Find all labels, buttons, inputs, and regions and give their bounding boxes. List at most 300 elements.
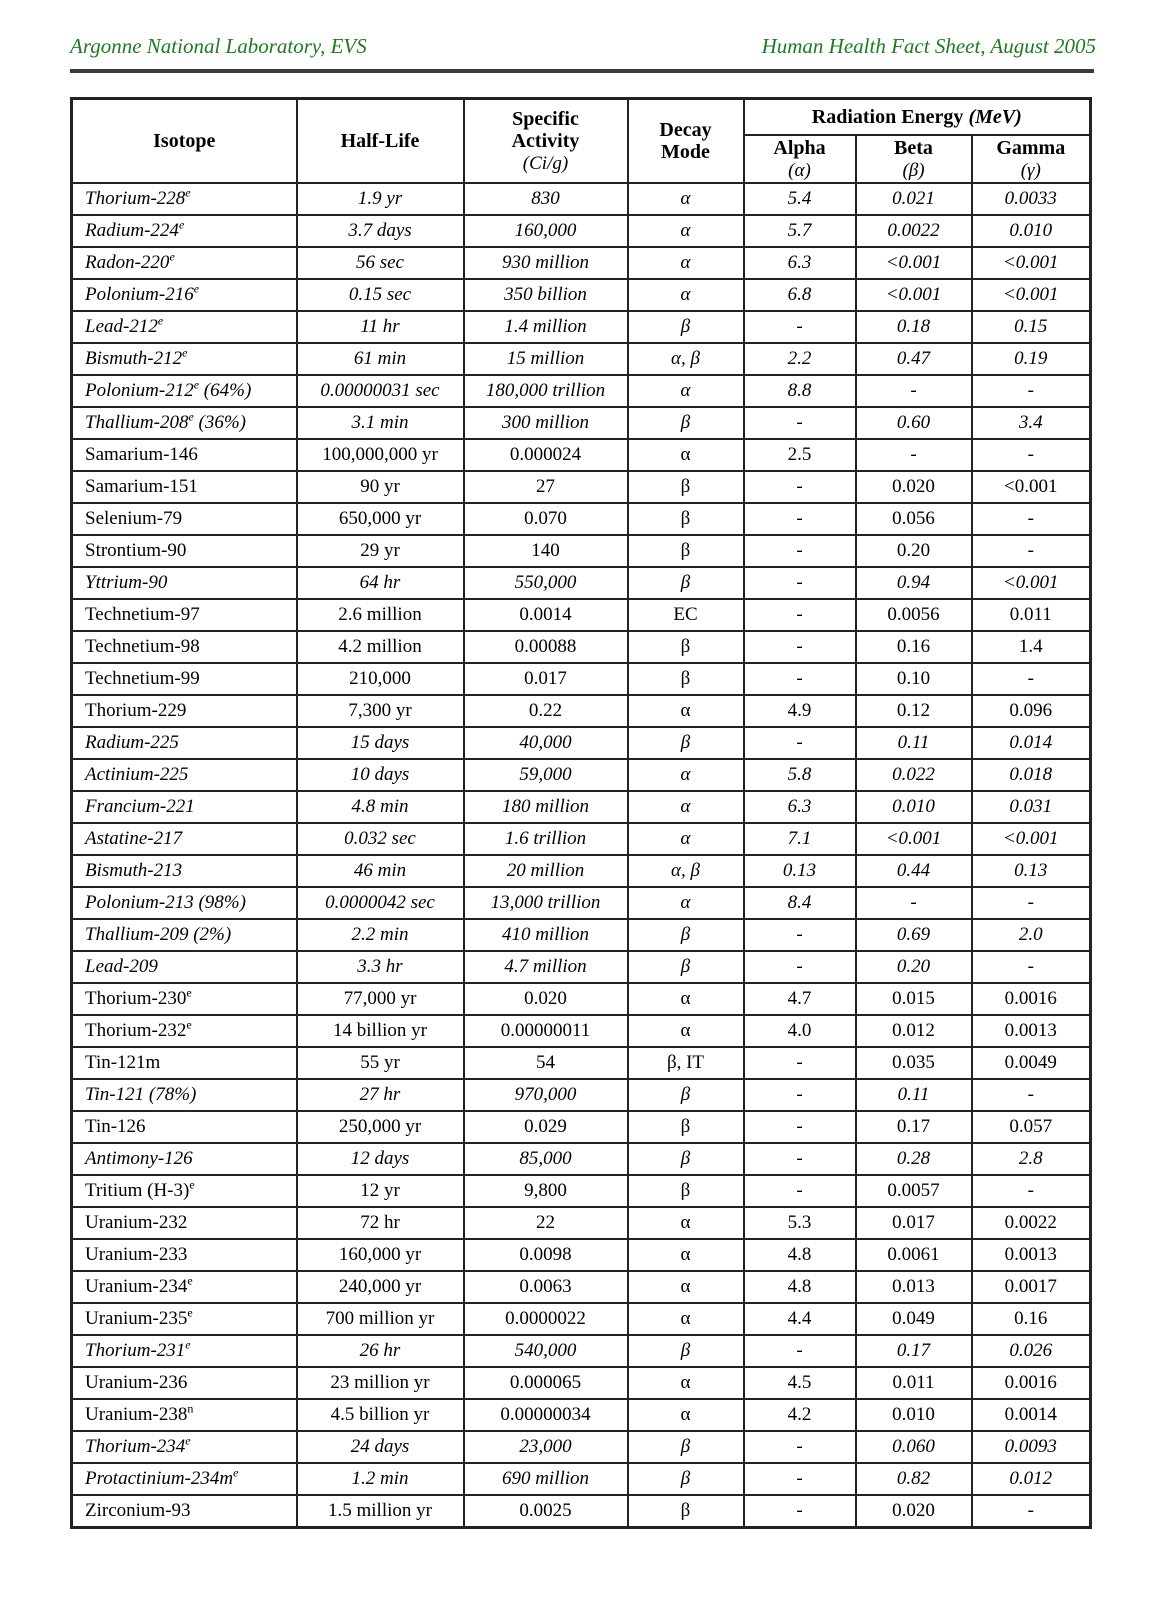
half-life-cell: 64 hr bbox=[297, 567, 464, 599]
isotope-cell: Tritium $(H-3)^e$ bbox=[72, 1175, 297, 1207]
specific-activity-cell: 180 million bbox=[464, 791, 628, 823]
table-row bbox=[72, 1335, 1091, 1367]
gamma-energy-cell: - bbox=[972, 1175, 1091, 1207]
gamma-energy-cell: - bbox=[972, 1495, 1091, 1528]
isotope-superscript: e bbox=[185, 186, 191, 201]
alpha-energy-cell: - bbox=[744, 407, 856, 439]
isotope-cell: Protactinium-$234m^e$ bbox=[72, 1463, 297, 1495]
beta-energy-cell: 0.11 bbox=[856, 727, 972, 759]
specific-activity-cell: 9,800 bbox=[464, 1175, 628, 1207]
beta-energy-cell: 0.035 bbox=[856, 1047, 972, 1079]
alpha-energy-cell: 8.4 bbox=[744, 887, 856, 919]
specific-activity-cell: 4.7 million bbox=[464, 951, 628, 983]
isotope-table bbox=[70, 97, 1092, 1529]
gamma-energy-cell: 0.15 bbox=[972, 311, 1091, 343]
alpha-energy-cell: 4.4 bbox=[744, 1303, 856, 1335]
specific-activity-cell: 690 million bbox=[464, 1463, 628, 1495]
half-life-cell: 3.3 hr bbox=[297, 951, 464, 983]
alpha-energy-cell: 6.8 bbox=[744, 279, 856, 311]
isotope-cell: Actinium-225 bbox=[72, 759, 297, 791]
decay-mode-cell: α bbox=[628, 823, 744, 855]
isotope-cell: Yttrium-90 bbox=[72, 567, 297, 599]
specific-activity-cell: 0.020 bbox=[464, 983, 628, 1015]
col-header-specific-activity bbox=[464, 99, 628, 184]
decay-mode-cell: β bbox=[628, 663, 744, 695]
specific-activity-cell: 40,000 bbox=[464, 727, 628, 759]
specific-activity-cell: 930 million bbox=[464, 247, 628, 279]
table-row bbox=[72, 407, 1091, 439]
decay-mode-cell: α bbox=[628, 439, 744, 471]
table-row bbox=[72, 1271, 1091, 1303]
decay-mode-cell: β, IT bbox=[628, 1047, 744, 1079]
radiation-energy-label: Radiation Energy bbox=[811, 105, 964, 128]
half-life-cell: 4.2 million bbox=[297, 631, 464, 663]
beta-energy-cell: 0.10 bbox=[856, 663, 972, 695]
isotope-superscript: e bbox=[178, 218, 185, 233]
gamma-energy-cell: - bbox=[972, 503, 1091, 535]
alpha-energy-cell: - bbox=[744, 1335, 856, 1367]
decay-mode-cell: β bbox=[628, 1495, 744, 1528]
specific-activity-cell: 140 bbox=[464, 535, 628, 567]
isotope-cell: Thorium-228e bbox=[72, 183, 297, 215]
beta-energy-cell: <0.001 bbox=[856, 279, 972, 311]
beta-energy-cell: 0.021 bbox=[856, 183, 972, 215]
table-header-row-1 bbox=[72, 99, 1091, 136]
beta-energy-cell: 0.44 bbox=[856, 855, 972, 887]
alpha-energy-cell: - bbox=[744, 503, 856, 535]
gamma-energy-cell: 0.16 bbox=[972, 1303, 1091, 1335]
gamma-energy-cell: - bbox=[972, 887, 1091, 919]
alpha-energy-cell: 2.2 bbox=[744, 343, 856, 375]
gamma-energy-cell: 0.031 bbox=[972, 791, 1091, 823]
alpha-energy-cell: - bbox=[744, 1143, 856, 1175]
half-life-cell: 72 hr bbox=[297, 1207, 464, 1239]
radiation-energy-unit: (MeV) bbox=[968, 105, 1022, 128]
beta-energy-cell: 0.0022 bbox=[856, 215, 972, 247]
alpha-energy-cell: 8.8 bbox=[744, 375, 856, 407]
isotope-cell: Selenium-79 bbox=[72, 503, 297, 535]
half-life-cell: 2.2 min bbox=[297, 919, 464, 951]
half-life-cell: 210,000 bbox=[297, 663, 464, 695]
table-row bbox=[72, 791, 1091, 823]
isotope-cell: Lead-212e bbox=[72, 311, 297, 343]
gamma-energy-cell: - bbox=[972, 375, 1091, 407]
half-life-cell: 4.8 min bbox=[297, 791, 464, 823]
gamma-energy-cell: 0.13 bbox=[972, 855, 1091, 887]
beta-energy-cell: 0.28 bbox=[856, 1143, 972, 1175]
decay-mode-cell: α, β bbox=[628, 855, 744, 887]
half-life-cell: 250,000 yr bbox=[297, 1111, 464, 1143]
beta-energy-cell: 0.010 bbox=[856, 1399, 972, 1431]
beta-energy-cell: 0.94 bbox=[856, 567, 972, 599]
half-life-cell: 24 days bbox=[297, 1431, 464, 1463]
beta-energy-cell: 0.0056 bbox=[856, 599, 972, 631]
alpha-label: Alpha bbox=[773, 137, 826, 160]
isotope-superscript: e bbox=[187, 1274, 193, 1289]
decay-mode-cell: β bbox=[628, 1463, 744, 1495]
isotope-cell: Uranium-235e bbox=[72, 1303, 297, 1335]
specific-activity-cell: 0.00000011 bbox=[464, 1015, 628, 1047]
beta-energy-cell: 0.47 bbox=[856, 343, 972, 375]
table-row bbox=[72, 215, 1091, 247]
table-row bbox=[72, 471, 1091, 503]
specific-activity-cell: 0.070 bbox=[464, 503, 628, 535]
beta-energy-cell: 0.18 bbox=[856, 311, 972, 343]
specific-activity-cell: 1.6 trillion bbox=[464, 823, 628, 855]
isotope-cell: Lead-209 bbox=[72, 951, 297, 983]
table-row bbox=[72, 663, 1091, 695]
alpha-symbol: (α) bbox=[788, 159, 811, 181]
table-row bbox=[72, 1143, 1091, 1175]
gamma-energy-cell: 0.0093 bbox=[972, 1431, 1091, 1463]
gamma-energy-cell: 0.011 bbox=[972, 599, 1091, 631]
gamma-energy-cell: 1.4 bbox=[972, 631, 1091, 663]
specific-activity-cell: 13,000 trillion bbox=[464, 887, 628, 919]
half-life-cell: 240,000 yr bbox=[297, 1271, 464, 1303]
gamma-energy-cell: <0.001 bbox=[972, 279, 1091, 311]
decay-mode-cell: α bbox=[628, 887, 744, 919]
gamma-symbol: (γ) bbox=[1020, 159, 1041, 181]
alpha-energy-cell: - bbox=[744, 535, 856, 567]
isotope-superscript: e bbox=[185, 1434, 191, 1449]
beta-energy-cell: 0.82 bbox=[856, 1463, 972, 1495]
gamma-energy-cell: 0.012 bbox=[972, 1463, 1091, 1495]
isotope-cell: Uranium-232 bbox=[72, 1207, 297, 1239]
table-row bbox=[72, 311, 1091, 343]
beta-energy-cell: - bbox=[856, 439, 972, 471]
specific-activity-cell: 160,000 bbox=[464, 215, 628, 247]
table-row bbox=[72, 599, 1091, 631]
gamma-energy-cell: - bbox=[972, 535, 1091, 567]
specific-activity-cell: 23,000 bbox=[464, 1431, 628, 1463]
alpha-energy-cell: - bbox=[744, 1079, 856, 1111]
half-life-cell: 46 min bbox=[297, 855, 464, 887]
alpha-energy-cell: 5.4 bbox=[744, 183, 856, 215]
half-life-cell: 56 sec bbox=[297, 247, 464, 279]
gamma-energy-cell: 0.026 bbox=[972, 1335, 1091, 1367]
beta-energy-cell: 0.015 bbox=[856, 983, 972, 1015]
decay-mode-cell: α bbox=[628, 215, 744, 247]
table-row bbox=[72, 1463, 1091, 1495]
specific-activity-cell: 0.000024 bbox=[464, 439, 628, 471]
half-life-cell: 11 hr bbox=[297, 311, 464, 343]
isotope-cell: Technetium-99 bbox=[72, 663, 297, 695]
alpha-energy-cell: 6.3 bbox=[744, 791, 856, 823]
gamma-energy-cell: 0.014 bbox=[972, 727, 1091, 759]
beta-energy-cell: 0.011 bbox=[856, 1367, 972, 1399]
isotope-superscript: e bbox=[186, 1018, 192, 1033]
half-life-cell: 55 yr bbox=[297, 1047, 464, 1079]
isotope-cell: Antimony-126 bbox=[72, 1143, 297, 1175]
isotope-superscript: e bbox=[157, 314, 164, 329]
isotope-superscript: n bbox=[187, 1402, 194, 1417]
gamma-energy-cell: 0.0022 bbox=[972, 1207, 1091, 1239]
half-life-cell: 14 billion yr bbox=[297, 1015, 464, 1047]
decay-mode-cell: β bbox=[628, 1175, 744, 1207]
specific-activity-cell: 1.4 million bbox=[464, 311, 628, 343]
col-header-decay-mode bbox=[628, 99, 744, 184]
specific-activity-cell: 0.017 bbox=[464, 663, 628, 695]
alpha-energy-cell: 4.7 bbox=[744, 983, 856, 1015]
decay-mode-cell: β bbox=[628, 631, 744, 663]
isotope-cell: Thallium-208e (36%) bbox=[72, 407, 297, 439]
table-row bbox=[72, 567, 1091, 599]
table-row bbox=[72, 1175, 1091, 1207]
specific-activity-cell: 0.0000022 bbox=[464, 1303, 628, 1335]
decay-mode-cell: α bbox=[628, 375, 744, 407]
isotope-cell: Uranium-236 bbox=[72, 1367, 297, 1399]
isotope-superscript: e bbox=[193, 378, 200, 393]
decay-mode-cell: β bbox=[628, 567, 744, 599]
alpha-energy-cell: - bbox=[744, 951, 856, 983]
table-row bbox=[72, 887, 1091, 919]
half-life-cell: 23 million yr bbox=[297, 1367, 464, 1399]
table-row bbox=[72, 1239, 1091, 1271]
beta-energy-cell: 0.012 bbox=[856, 1015, 972, 1047]
isotope-cell: Thallium-209 (2%) bbox=[72, 919, 297, 951]
isotope-superscript: e bbox=[193, 282, 200, 297]
decay-mode-cell: α bbox=[628, 183, 744, 215]
beta-energy-cell: 0.69 bbox=[856, 919, 972, 951]
isotope-superscript: e bbox=[169, 250, 175, 265]
isotope-superscript: e bbox=[233, 1466, 239, 1481]
beta-symbol: (β) bbox=[902, 159, 925, 181]
gamma-energy-cell: 0.018 bbox=[972, 759, 1091, 791]
isotope-cell: Polonium-216e bbox=[72, 279, 297, 311]
isotope-cell: Polonium-213 (98%) bbox=[72, 887, 297, 919]
table-row bbox=[72, 983, 1091, 1015]
alpha-energy-cell: - bbox=[744, 663, 856, 695]
alpha-energy-cell: - bbox=[744, 631, 856, 663]
decay-mode-cell: β bbox=[628, 919, 744, 951]
specific-activity-cell: 59,000 bbox=[464, 759, 628, 791]
gamma-energy-cell: 0.0016 bbox=[972, 1367, 1091, 1399]
specific-activity-label: Specific Activity bbox=[511, 107, 580, 153]
alpha-energy-cell: - bbox=[744, 1431, 856, 1463]
col-header-gamma bbox=[972, 135, 1091, 183]
col-header-radiation-energy bbox=[744, 99, 1091, 136]
table-row bbox=[72, 695, 1091, 727]
beta-energy-cell: 0.022 bbox=[856, 759, 972, 791]
isotope-cell: Thorium-232e bbox=[72, 1015, 297, 1047]
half-life-cell: 7,300 yr bbox=[297, 695, 464, 727]
alpha-energy-cell: 4.8 bbox=[744, 1271, 856, 1303]
alpha-energy-cell: - bbox=[744, 311, 856, 343]
alpha-energy-cell: - bbox=[744, 1047, 856, 1079]
alpha-energy-cell: - bbox=[744, 1111, 856, 1143]
gamma-energy-cell: - bbox=[972, 663, 1091, 695]
specific-activity-cell: 0.0063 bbox=[464, 1271, 628, 1303]
beta-energy-cell: 0.0061 bbox=[856, 1239, 972, 1271]
alpha-energy-cell: - bbox=[744, 1495, 856, 1528]
beta-energy-cell: 0.60 bbox=[856, 407, 972, 439]
decay-mode-cell: β bbox=[628, 311, 744, 343]
specific-activity-cell: 0.0025 bbox=[464, 1495, 628, 1528]
specific-activity-cell: 0.029 bbox=[464, 1111, 628, 1143]
beta-energy-cell: 0.056 bbox=[856, 503, 972, 535]
table-row bbox=[72, 919, 1091, 951]
gamma-energy-cell: 2.0 bbox=[972, 919, 1091, 951]
decay-mode-cell: α bbox=[628, 1367, 744, 1399]
page-header bbox=[0, 0, 1168, 59]
alpha-energy-cell: 5.3 bbox=[744, 1207, 856, 1239]
table-row bbox=[72, 951, 1091, 983]
isotope-cell: Tin-126 bbox=[72, 1111, 297, 1143]
isotope-superscript: e bbox=[182, 346, 188, 361]
table-row bbox=[72, 439, 1091, 471]
isotope-cell: Zirconium-93 bbox=[72, 1495, 297, 1528]
gamma-energy-cell: 0.0013 bbox=[972, 1015, 1091, 1047]
alpha-energy-cell: - bbox=[744, 1463, 856, 1495]
col-header-alpha bbox=[744, 135, 856, 183]
decay-mode-cell: β bbox=[628, 727, 744, 759]
decay-mode-label: Decay Mode bbox=[659, 118, 712, 163]
gamma-energy-cell: 0.19 bbox=[972, 343, 1091, 375]
beta-energy-cell: <0.001 bbox=[856, 247, 972, 279]
alpha-energy-cell: 0.13 bbox=[744, 855, 856, 887]
decay-mode-cell: β bbox=[628, 535, 744, 567]
specific-activity-cell: 0.000065 bbox=[464, 1367, 628, 1399]
half-life-cell: 3.7 days bbox=[297, 215, 464, 247]
header-divider bbox=[70, 69, 1094, 73]
specific-activity-cell: 22 bbox=[464, 1207, 628, 1239]
decay-mode-cell: β bbox=[628, 1335, 744, 1367]
specific-activity-cell: 830 bbox=[464, 183, 628, 215]
table-row bbox=[72, 343, 1091, 375]
table-row bbox=[72, 855, 1091, 887]
col-header-half-life: Half-Life bbox=[297, 99, 464, 184]
table-row bbox=[72, 1047, 1091, 1079]
alpha-energy-cell: 5.8 bbox=[744, 759, 856, 791]
half-life-cell: 1.9 yr bbox=[297, 183, 464, 215]
specific-activity-cell: 410 million bbox=[464, 919, 628, 951]
isotope-cell: Tin-121 (78%) bbox=[72, 1079, 297, 1111]
specific-activity-cell: 0.22 bbox=[464, 695, 628, 727]
alpha-energy-cell: 4.2 bbox=[744, 1399, 856, 1431]
specific-activity-cell: 27 bbox=[464, 471, 628, 503]
decay-mode-cell: β bbox=[628, 503, 744, 535]
gamma-energy-cell: - bbox=[972, 951, 1091, 983]
alpha-energy-cell: - bbox=[744, 599, 856, 631]
beta-label: Beta bbox=[894, 137, 933, 160]
specific-activity-cell: 20 million bbox=[464, 855, 628, 887]
half-life-cell: 15 days bbox=[297, 727, 464, 759]
col-header-isotope: Isotope bbox=[72, 99, 297, 184]
beta-energy-cell: - bbox=[856, 375, 972, 407]
beta-energy-cell: <0.001 bbox=[856, 823, 972, 855]
decay-mode-cell: α bbox=[628, 1207, 744, 1239]
beta-energy-cell: 0.017 bbox=[856, 1207, 972, 1239]
decay-mode-cell: α bbox=[628, 1271, 744, 1303]
half-life-cell: 12 yr bbox=[297, 1175, 464, 1207]
alpha-energy-cell: 7.1 bbox=[744, 823, 856, 855]
table-row bbox=[72, 1399, 1091, 1431]
alpha-energy-cell: - bbox=[744, 919, 856, 951]
alpha-energy-cell: 2.5 bbox=[744, 439, 856, 471]
decay-mode-cell: β bbox=[628, 471, 744, 503]
isotope-cell: Bismuth-213 bbox=[72, 855, 297, 887]
isotope-superscript: e bbox=[186, 986, 192, 1001]
table-row bbox=[72, 1303, 1091, 1335]
alpha-energy-cell: - bbox=[744, 567, 856, 599]
isotope-cell: Uranium-233 bbox=[72, 1239, 297, 1271]
decay-mode-cell: α bbox=[628, 1239, 744, 1271]
specific-activity-cell: 0.00000034 bbox=[464, 1399, 628, 1431]
table-row bbox=[72, 727, 1091, 759]
half-life-cell: 100,000,000 yr bbox=[297, 439, 464, 471]
gamma-energy-cell: 0.0033 bbox=[972, 183, 1091, 215]
isotope-cell: Strontium-90 bbox=[72, 535, 297, 567]
decay-mode-cell: β bbox=[628, 1111, 744, 1143]
isotope-cell: Radium-225 bbox=[72, 727, 297, 759]
half-life-cell: 26 hr bbox=[297, 1335, 464, 1367]
table-row bbox=[72, 759, 1091, 791]
gamma-energy-cell: <0.001 bbox=[972, 471, 1091, 503]
table-row bbox=[72, 1431, 1091, 1463]
half-life-cell: 1.5 million yr bbox=[297, 1495, 464, 1528]
table-row bbox=[72, 823, 1091, 855]
beta-energy-cell: 0.20 bbox=[856, 535, 972, 567]
specific-activity-cell: 54 bbox=[464, 1047, 628, 1079]
beta-energy-cell: 0.020 bbox=[856, 1495, 972, 1528]
beta-energy-cell: 0.060 bbox=[856, 1431, 972, 1463]
gamma-energy-cell: 0.096 bbox=[972, 695, 1091, 727]
specific-activity-cell: 350 billion bbox=[464, 279, 628, 311]
isotope-superscript: e bbox=[185, 1338, 191, 1353]
gamma-energy-cell: 0.057 bbox=[972, 1111, 1091, 1143]
specific-activity-cell: 0.0098 bbox=[464, 1239, 628, 1271]
beta-energy-cell: - bbox=[856, 887, 972, 919]
table-row bbox=[72, 375, 1091, 407]
isotope-cell: Thorium-229 bbox=[72, 695, 297, 727]
table-row bbox=[72, 1207, 1091, 1239]
isotope-cell: Technetium-98 bbox=[72, 631, 297, 663]
gamma-energy-cell: - bbox=[972, 439, 1091, 471]
gamma-energy-cell: 0.0017 bbox=[972, 1271, 1091, 1303]
beta-energy-cell: 0.020 bbox=[856, 471, 972, 503]
table-row bbox=[72, 1367, 1091, 1399]
isotope-table-body bbox=[72, 183, 1091, 1528]
isotope-cell: Astatine-217 bbox=[72, 823, 297, 855]
beta-energy-cell: 0.0057 bbox=[856, 1175, 972, 1207]
gamma-energy-cell: 0.0014 bbox=[972, 1399, 1091, 1431]
half-life-cell: 1.2 min bbox=[297, 1463, 464, 1495]
decay-mode-cell: β bbox=[628, 951, 744, 983]
table-row bbox=[72, 279, 1091, 311]
specific-activity-cell: 970,000 bbox=[464, 1079, 628, 1111]
isotope-superscript: e bbox=[187, 1306, 193, 1321]
gamma-energy-cell: - bbox=[972, 1079, 1091, 1111]
half-life-cell: 90 yr bbox=[297, 471, 464, 503]
half-life-cell: 77,000 yr bbox=[297, 983, 464, 1015]
gamma-energy-cell: 2.8 bbox=[972, 1143, 1091, 1175]
half-life-cell: 4.5 billion yr bbox=[297, 1399, 464, 1431]
header-right-text: Human Health Fact Sheet, August 2005 bbox=[761, 34, 1096, 58]
isotope-cell: Uranium-238$^n$ bbox=[72, 1399, 297, 1431]
gamma-energy-cell: 0.0049 bbox=[972, 1047, 1091, 1079]
half-life-cell: 650,000 yr bbox=[297, 503, 464, 535]
decay-mode-cell: α, β bbox=[628, 343, 744, 375]
alpha-energy-cell: 5.7 bbox=[744, 215, 856, 247]
table-row bbox=[72, 631, 1091, 663]
alpha-energy-cell: - bbox=[744, 727, 856, 759]
half-life-cell: 0.032 sec bbox=[297, 823, 464, 855]
half-life-cell: 12 days bbox=[297, 1143, 464, 1175]
gamma-energy-cell: <0.001 bbox=[972, 567, 1091, 599]
half-life-cell: 10 days bbox=[297, 759, 464, 791]
header-left-text: Argonne National Laboratory, EVS bbox=[70, 34, 367, 58]
isotope-cell: Thorium-230e bbox=[72, 983, 297, 1015]
